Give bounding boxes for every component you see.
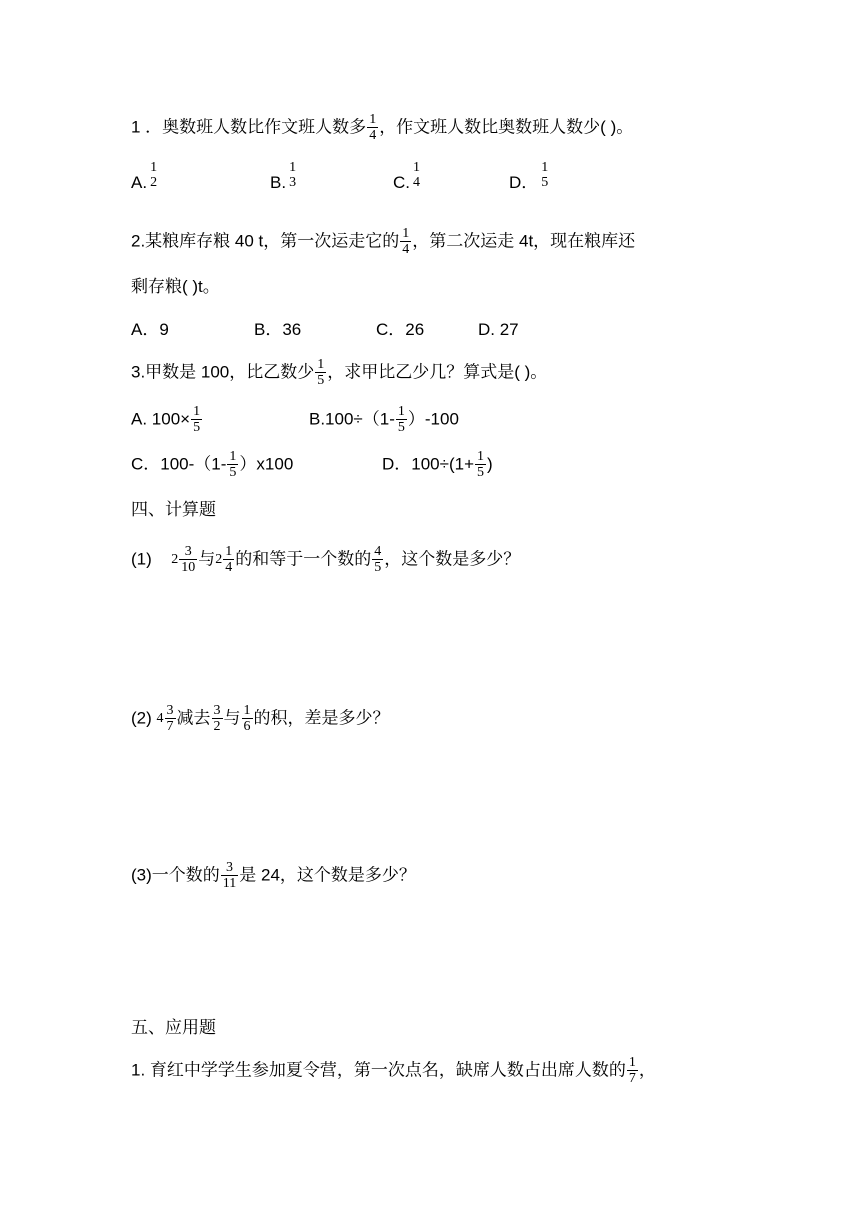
q1-stem-text-b: ，作文班人数比奥数班人数少( )。	[379, 117, 634, 137]
q1-option-b: B. 1 3	[270, 160, 297, 192]
q3-option-d: D．100÷(1+ $\frac{1}{5}$ )	[382, 449, 493, 481]
q1-option-d: D． 1 5	[509, 160, 549, 192]
section4-title: 四、计算题	[131, 500, 216, 519]
q1-option-a: A. 1 2	[131, 160, 158, 192]
q3-fraction: $\frac{1}{5}$	[317, 357, 325, 389]
section5-title: 五、应用题	[131, 1018, 216, 1037]
q1-stem-text-a: 1 ．奥数班人数比作文班人数多	[131, 117, 367, 137]
q2-fraction: $\frac{1}{4}$	[402, 226, 410, 258]
q3-option-a: A. 100× $\frac{1}{5}$	[131, 404, 201, 436]
q2-option-b: B．36	[254, 320, 302, 339]
calc-problem-3: (3)一个数的 $\frac{3}{11}$ 是 24，这个数是多少？	[131, 860, 416, 892]
q2-option-a: A．9	[131, 320, 169, 339]
q1-stem	[131, 112, 633, 144]
calc-problem-1: (1) 2 $\frac{3}{10}$ 与2 $\frac{1}{4}$ 的和等于一个数的 $\frac{4}{5}$ ，这个数是多少？	[131, 544, 521, 576]
q1-fraction: $\frac{1}{4}$	[369, 112, 377, 144]
app-problem-1: 1. 育红中学学生参加夏令营，第一次点名，缺席人数占出席人数的 $\frac{1}{7}$ ，	[131, 1055, 656, 1087]
q2-stem-line2: 剩存粮( )t。	[131, 277, 220, 296]
q2-option-d: D. 27	[478, 320, 519, 339]
q3-stem: 3.甲数是 100，比乙数少 $\frac{1}{5}$ ，求甲比乙少几？算式是( )。	[131, 357, 548, 389]
q2-option-c: C．26	[376, 320, 425, 339]
q3-option-c: C．100-（1- $\frac{1}{5}$ ）x100	[131, 449, 294, 481]
calc-problem-2: (2) 4 $\frac{3}{7}$ 减去 $\frac{3}{2}$ 与 $\frac{1}{6}$ 的积，差是多少？	[131, 703, 390, 735]
q2-stem: 2.某粮库存粮 40 t，第一次运走它的 $\frac{1}{4}$ ，第二次运走 4t，现在粮库还	[131, 226, 636, 258]
q3-option-b: B.100÷（1- $\frac{1}{5}$ ）-100	[309, 404, 459, 436]
q1-option-c: C. 1 4	[393, 160, 420, 192]
